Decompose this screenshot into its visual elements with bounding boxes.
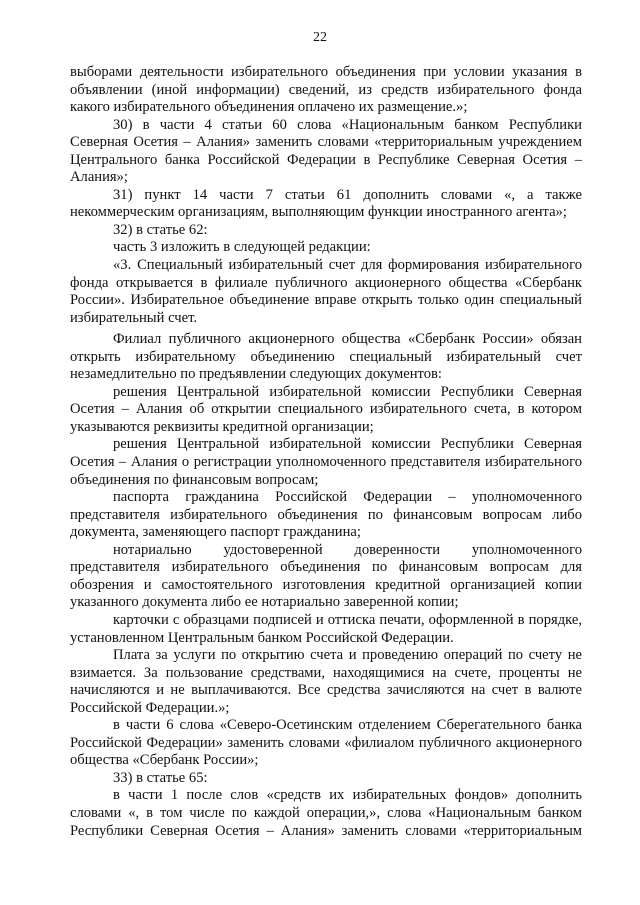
paragraph-item-32: 32) в статье 62: bbox=[113, 221, 208, 238]
paragraph-branch-obligation: Филиал публичного акционерного общества «Сбербанк России» обязан открыть избирательному объединению специальный избирательный счет незамедлительно по предъявлении следующих документов: bbox=[70, 331, 582, 383]
paragraph-part-1-line-2: словами «, в том числе по каждой операции,», слова «Национальным банком bbox=[70, 804, 582, 821]
paragraph-item-31: 31) пункт 14 части 7 статьи 61 дополнить словами «, а также некоммерческим организациям, выполняющим функции иностранного агента»; bbox=[70, 186, 582, 221]
paragraph-doc-power-of-attorney: нотариально удостоверенной доверенности уполномоченного представителя избирательного объединения по финансовым вопросам для обозрения и самостоятельного изготовления кредитной организацией копии указанного документа либо ее нотариально заверенной копии; bbox=[70, 541, 582, 611]
paragraph-doc-passport: паспорта гражданина Российской Федерации – уполномоченного представителя избирательного объединения по финансовым вопросам либо документа, заменяющего паспорт гражданина; bbox=[70, 489, 582, 541]
paragraph-continuation: выборами деятельности избирательного объединения при условии указания в объявлении (иной информации) сведений, из средств избирательного фонда какого избирательного объединения оплачено их размещение.»; bbox=[70, 64, 582, 116]
paragraph-part-6: в части 6 слова «Северо-Осетинским отделением Сберегательного банка Российской Федерации» заменить словами «филиалом публичного акционерного общества «Сбербанк России»; bbox=[70, 717, 582, 769]
paragraph-part-3-intro: часть 3 изложить в следующей редакции: bbox=[113, 239, 371, 256]
paragraph-part-3-text: «3. Специальный избирательный счет для формирования избирательного фонда открывается в филиале публичного акционерного общества «Сбербанк России». Избирательное объединение вправе открыть только один специальный избирательный счет. bbox=[70, 257, 582, 326]
paragraph-part-1-line-3: Республики Северная Осетия – Алания» заменить словами «территориальным bbox=[70, 822, 582, 839]
paragraph-doc-decision-representative: решения Центральной избирательной комиссии Республики Северная Осетия – Алания о регистрации уполномоченного представителя избирательного объединения по финансовым вопросам; bbox=[70, 436, 582, 488]
page-number: 22 bbox=[313, 30, 327, 45]
paragraph-doc-signature-card: карточки с образцами подписей и оттиска печати, оформленной в порядке, установленном Центральным банком Российской Федерации. bbox=[70, 611, 582, 646]
paragraph-fees: Плата за услуги по открытию счета и проведению операций по счету не взимается. За пользование средствами, находящимися на счете, проценты не начисляются и не выплачиваются. Все средства зачисляются на счет в валюте Российской Федерации.»; bbox=[70, 647, 582, 716]
paragraph-doc-decision-account: решения Центральной избирательной комиссии Республики Северная Осетия – Алания об открытии специального избирательного счета, в котором указываются реквизиты кредитной организации; bbox=[70, 383, 582, 435]
paragraph-item-30: 30) в части 4 статьи 60 слова «Национальным банком Республики Северная Осетия – Алания» заменить словами «территориальным учреждением Центрального банка Российской Федерации в Республике Северная Осетия – Алания»; bbox=[70, 116, 582, 186]
paragraph-part-1-line-1: в части 1 после слов «средств их избирательных фондов» дополнить bbox=[113, 787, 582, 804]
document-body bbox=[70, 64, 582, 840]
paragraph-item-33: 33) в статье 65: bbox=[113, 769, 208, 786]
